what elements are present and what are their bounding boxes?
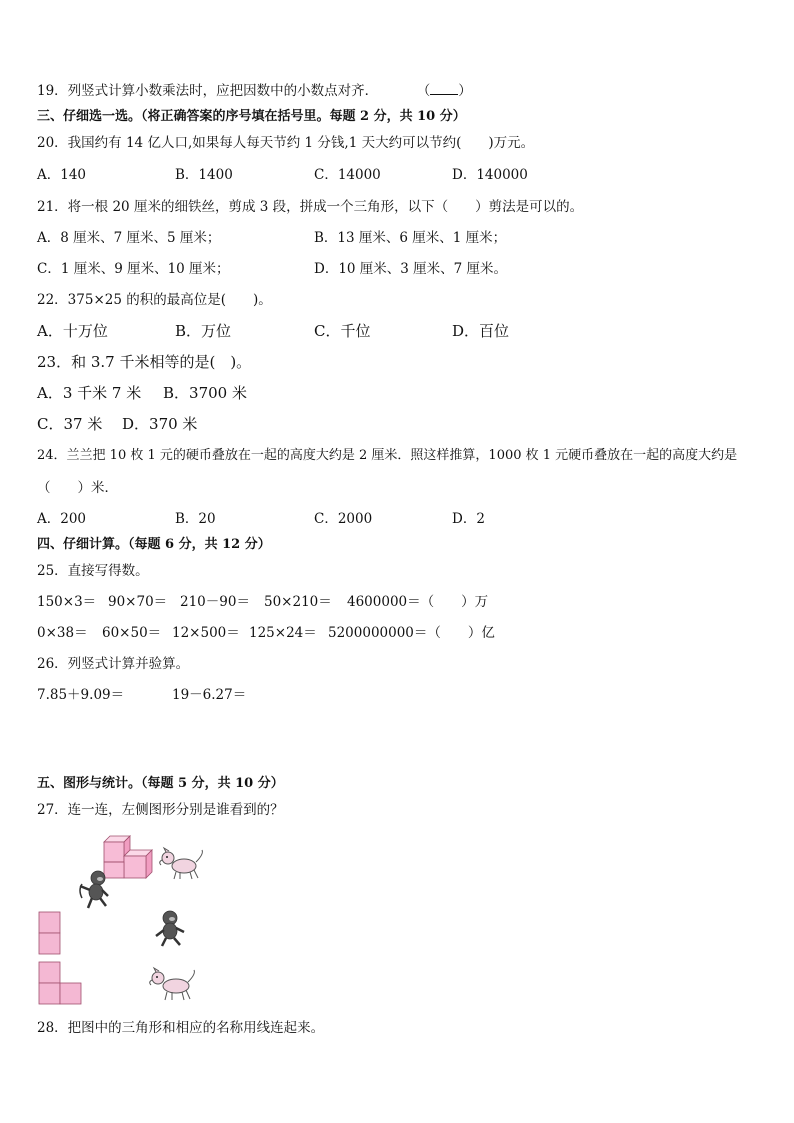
calc-item: 7.85＋9.09＝ (37, 687, 125, 703)
calc-item: 5200000000＝（ ）亿 (328, 625, 495, 641)
q20-option-c[interactable]: C．14000 (314, 167, 381, 183)
q20-option-a[interactable]: A．140 (37, 167, 87, 183)
q23-option-d[interactable]: D．370 米 (122, 415, 198, 433)
question-22: 22．375×25 的积的最高位是( )。 (37, 292, 272, 308)
question-24-line-2: （ ）米． (37, 480, 118, 496)
calc-item: 150×3＝ (37, 594, 97, 610)
section-3-heading: 三、仔细选一选。（将正确答案的序号填在括号里。每题 2 分，共 10 分） (37, 109, 466, 124)
section-5-heading: 五、图形与统计。（每题 5 分，共 10 分） (37, 776, 284, 791)
q23-option-a[interactable]: A．3 千米 7 米 (37, 384, 142, 402)
q21-option-b[interactable]: B．13 厘米、6 厘米、1 厘米； (314, 230, 507, 246)
question-27: 27．连一连，左侧图形分别是谁看到的？ (37, 802, 284, 818)
answer-paren-close: ） (458, 83, 472, 99)
q22-option-d[interactable]: D．百位 (452, 322, 510, 340)
q21-option-a[interactable]: A．8 厘米、7 厘米、5 厘米； (37, 230, 221, 246)
answer-paren-open: （ (416, 83, 431, 99)
question-20: 20．我国约有 14 亿人口,如果每人每天节约 1 分钱,1 天大约可以节约( )万元。 (37, 135, 535, 151)
q22-option-c[interactable]: C．千位 (314, 322, 371, 340)
calc-item: 0×38＝ (37, 625, 88, 641)
monkey-icon (76, 868, 116, 910)
q21-option-d[interactable]: D．10 厘米、3 厘米、7 厘米。 (314, 261, 508, 277)
question-23: 23．和 3.7 千米相等的是( )。 (37, 353, 252, 371)
q22-option-a[interactable]: A．十万位 (37, 322, 108, 340)
q20-option-d[interactable]: D．140000 (452, 167, 528, 183)
q24-option-a[interactable]: A．200 (37, 511, 87, 527)
q23-option-b[interactable]: B．3700 米 (163, 384, 247, 402)
question-21: 21．将一根 20 厘米的细铁丝，剪成 3 段，拼成一个三角形，以下（ ）剪法是可以的。 (37, 199, 584, 215)
q24-option-c[interactable]: C．2000 (314, 511, 373, 527)
calc-item: 90×70＝ (108, 594, 168, 610)
q22-option-b[interactable]: B．万位 (175, 322, 232, 340)
calc-item: 19－6.27＝ (172, 687, 247, 703)
q20-option-b[interactable]: B．1400 (175, 167, 233, 183)
side-view-shape (38, 961, 84, 1005)
q24-option-b[interactable]: B．20 (175, 511, 216, 527)
calc-item: 4600000＝（ ）万 (347, 594, 489, 610)
q23-option-c[interactable]: C．37 米 (37, 415, 103, 433)
question-19-text: 19．列竖式计算小数乘法时，应把因数中的小数点对齐． (37, 83, 379, 99)
section-4-heading: 四、仔细计算。（每题 6 分，共 12 分） (37, 537, 271, 552)
question-25: 25．直接写得数。 (37, 563, 149, 579)
dog-icon (148, 966, 202, 1004)
answer-blank[interactable] (430, 82, 458, 95)
q21-option-c[interactable]: C．1 厘米、9 厘米、10 厘米； (37, 261, 230, 277)
question-26: 26．列竖式计算并验算。 (37, 656, 190, 672)
calc-item: 210－90＝ (180, 594, 250, 610)
question-24-line-1: 24．兰兰把 10 枚 1 元的硬币叠放在一起的高度大约是 2 厘米．照这样推算，1000 枚 1 元硬币叠放在一起的高度大约是 (37, 448, 738, 463)
calc-item: 60×50＝ (102, 625, 162, 641)
question-19 (37, 82, 472, 100)
calc-item: 12×500＝ (172, 625, 240, 641)
dog-icon (158, 846, 208, 882)
calc-item: 125×24＝ (249, 625, 317, 641)
front-view-shape (38, 911, 62, 955)
question-28: 28．把图中的三角形和相应的名称用线连起来。 (37, 1020, 325, 1036)
calc-item: 50×210＝ (264, 594, 332, 610)
monkey-icon (150, 908, 190, 948)
q24-option-d[interactable]: D．2 (452, 511, 485, 527)
